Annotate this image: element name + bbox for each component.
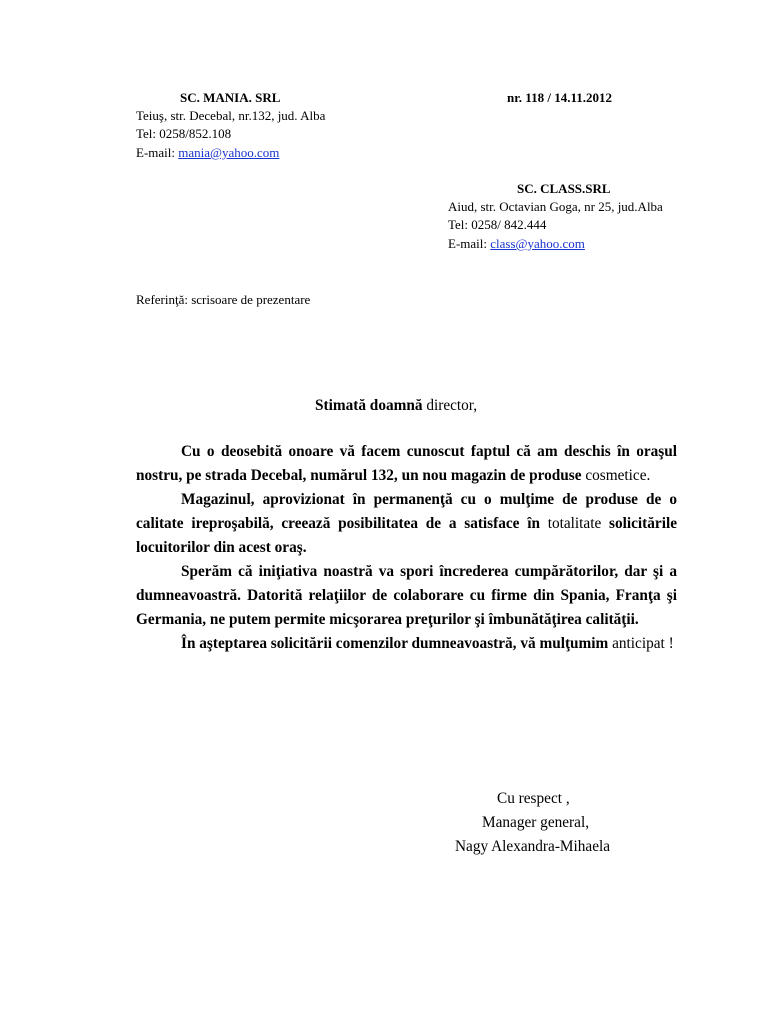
paragraph-2-middle: totalitate: [539, 515, 610, 532]
paragraph-4-bold: În aşteptarea solicitării comenzilor dumneavoastră, vă mulţumim: [181, 635, 609, 652]
sender-tel: Tel: 0258/852.108: [136, 126, 232, 141]
paragraph-1-rest: cosmetice.: [581, 467, 651, 484]
sender-email-line: [136, 144, 279, 163]
paragraph-3: [136, 560, 677, 632]
recipient-company: SC. CLASS.SRL: [517, 181, 611, 196]
closing-signatory: Nagy Alexandra-Mihaela: [455, 838, 611, 855]
sender-address: Teiuş, str. Decebal, nr.132, jud. Alba: [136, 108, 326, 123]
recipient-tel: Tel: 0258/ 842.444: [448, 217, 547, 232]
paragraph-3-bold: Sperăm că iniţiativa noastră va spori încrederea cumpărătorilor, dar şi a dumneavoastră. Datorită relaţiilor de colaborare cu firme din Spania, Franţa şi Germania, ne putem permite micşorarea preţurilor şi îmbunătăţirea calităţii.: [136, 563, 677, 628]
sender-email-label: E-mail:: [136, 145, 179, 160]
paragraph-1-bold: Cu o deosebită onoare vă facem cunoscut faptul că am deschis în oraşul nostru, pe strada Decebal, numărul 132, un nou magazin de produse: [136, 443, 677, 484]
subject-line: Referinţă: scrisoare de prezentare: [136, 292, 311, 307]
recipient-email-link[interactable]: class@yahoo.com: [490, 236, 585, 251]
recipient-address: Aiud, str. Octavian Goga, nr 25, jud.Alba: [448, 199, 663, 214]
paragraph-4-rest: anticipat !: [608, 635, 674, 652]
closing-line-2: Manager general,: [482, 814, 590, 831]
recipient-email-label: E-mail:: [448, 236, 491, 251]
letter-body: [136, 440, 677, 656]
sender-email-link[interactable]: mania@yahoo.com: [178, 145, 280, 160]
greeting: [315, 394, 477, 418]
paragraph-2: [136, 488, 677, 560]
recipient-email-line: [448, 235, 585, 254]
sender-company: SC. MANIA. SRL: [180, 90, 281, 105]
paragraph-1: [136, 440, 677, 488]
paragraph-2-bold: Magazinul, aprovizionat în permanenţă cu o mulţime de produse de o calitate ireproşabilă, creează posibilitatea de a satisface în: [136, 491, 677, 532]
greeting-rest: director,: [422, 397, 478, 414]
reference-number: nr. 118 / 14.11.2012: [507, 90, 612, 105]
closing-line-1: Cu respect ,: [497, 790, 570, 807]
paragraph-2-bold-end: solicitările locuitorilor din acest oraş.: [136, 515, 677, 556]
greeting-bold: Stimată doamnă: [315, 397, 423, 414]
paragraph-4: [136, 632, 677, 656]
